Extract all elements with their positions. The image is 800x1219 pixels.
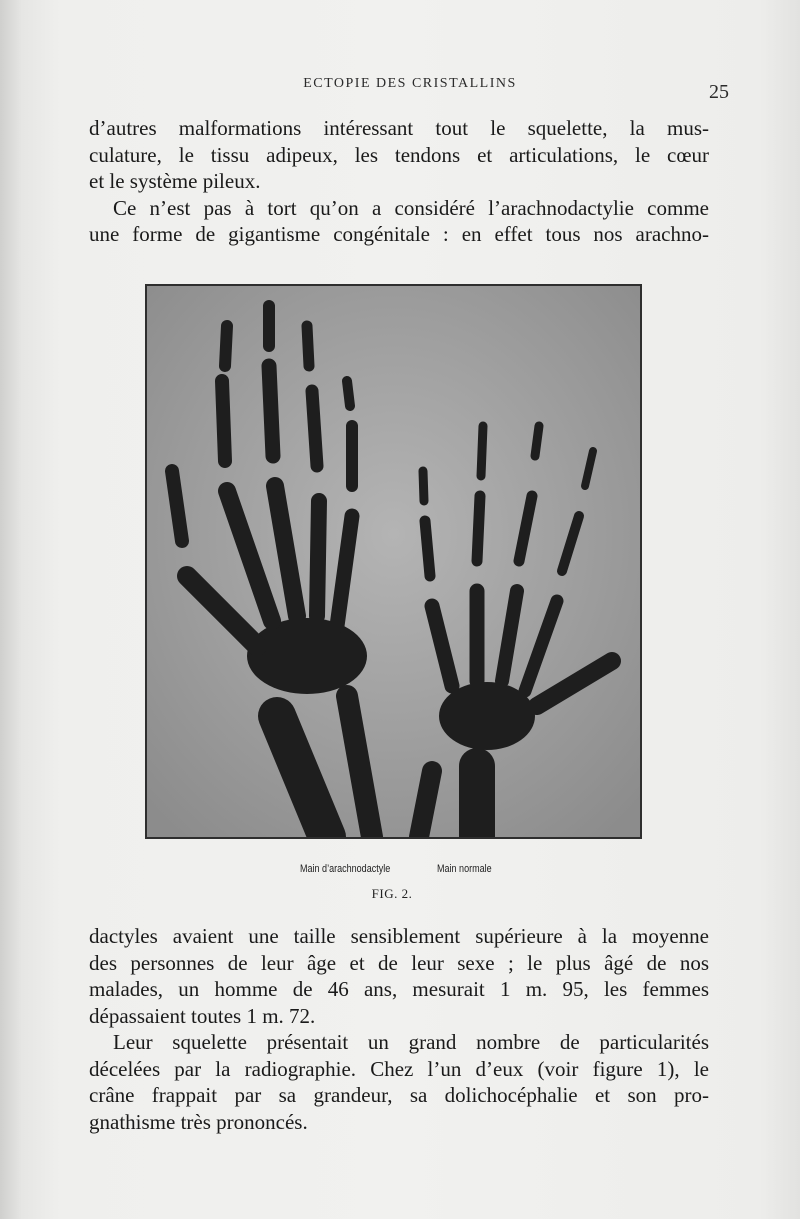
text-line: décelées par la radiographie. Chez l’un d’eux (voir figure 1), le	[89, 1056, 709, 1081]
text-line: malades, un homme de 46 ans, mesurait 1 m. 95, les femmes	[89, 977, 709, 1001]
figure-label-normale: Main normale	[437, 863, 492, 875]
text-line: culature, le tissu adipeux, les tendons et articulations, le cœur	[89, 142, 709, 167]
hand-xray-illustration	[147, 286, 640, 837]
text-line: une forme de gigantisme congénitale : en effet tous nos arachno-	[89, 222, 709, 246]
page-number: 25	[709, 81, 729, 103]
text-line: Ce n’est pas à tort qu’on a considéré l’arachnodactylie comme	[113, 195, 709, 220]
text-line: gnathisme très prononcés.	[89, 1109, 308, 1134]
text-line: dépassaient toutes 1 m. 72.	[89, 1003, 316, 1028]
paragraph-bottom	[89, 923, 709, 1135]
text-line: Leur squelette présentait un grand nombre de particularités	[113, 1030, 709, 1054]
figure-label-arachnodactyle: Main d’arachnodactyle	[300, 863, 391, 875]
text-line: d’autres malformations intéressant tout le squelette, la mus-	[89, 116, 709, 140]
running-head: ECTOPIE DES CRISTALLINS	[303, 76, 517, 91]
text-line: crâne frappait par sa grandeur, sa dolichocéphalie et son pro-	[89, 1083, 709, 1107]
text-line: et le système pileux.	[89, 169, 261, 193]
figure-caption: FIG. 2.	[371, 886, 413, 901]
text-line: dactyles avaient une taille sensiblement supérieure à la moyenne	[89, 924, 709, 948]
text-line: des personnes de leur âge et de leur sexe ; le plus âgé de nos	[89, 950, 709, 975]
xray-figure	[145, 284, 642, 839]
paragraph-top	[89, 115, 709, 248]
